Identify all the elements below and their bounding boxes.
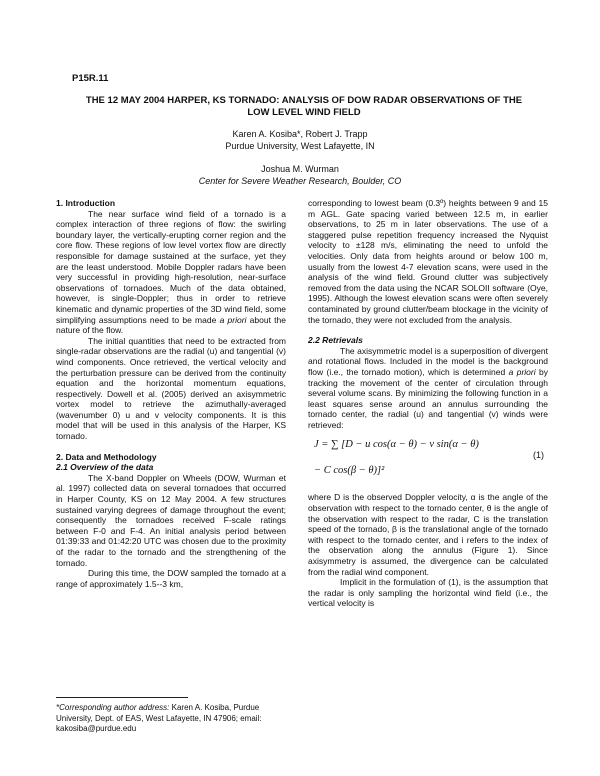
paragraph-data-2: During this time, the DOW sampled the tornado at a range of approximately 1.5--3 km, bbox=[56, 568, 286, 589]
equation-number: (1) bbox=[533, 450, 544, 461]
equation-1 bbox=[308, 430, 548, 492]
author-affiliation-2: Center for Severe Weather Research, Boulder, CO bbox=[198, 176, 402, 186]
paragraph-intro-1: The near surface wind field of a tornado is a complex interaction of three regions of flow: the swirling boundary layer, the vertically-erupting corner region and the core flow. These regions of low level vortex flow are directly responsible for damage sustained at the surface, yet they are the least understood. Mobile Doppler radars have been very successful in providing high-resolution, near-surface observations of tornadoes. Much of the data obtained, however, is single-Doppler; thus in order to retrieve kinematic and dynamic properties of the 3D wind field, some simplifying assumptions need to be made a priori about the nature of the flow. bbox=[56, 208, 286, 336]
footnote-text: Karen A. Kosiba, Purdue University, Dept. of EAS, West Lafayette, IN 47906; email: kakosiba@purdue.edu bbox=[56, 703, 262, 733]
author-names: Karen A. Kosiba*, Robert J. Trapp bbox=[232, 129, 368, 139]
paragraph-retrievals-2: where D is the observed Doppler velocity, α is the angle of the observation with respect to the tornado center, θ is the angle of the observation with respect to the radar, C is the translation speed of the tornado, β is the translational angle of the tornado with respect to the tornado center, and i refers to the index of the observation along the annulus (Figure 1). Since axisymmetry is assumed, the divergence can be calculated from the radial wind component. bbox=[308, 492, 548, 577]
right-column bbox=[308, 198, 548, 609]
subsection-heading-retrievals: 2.2 Retrievals bbox=[308, 335, 363, 346]
author-affiliation-1: Purdue University, West Lafayette, IN bbox=[225, 141, 375, 151]
footnote bbox=[56, 703, 288, 735]
footnote-divider bbox=[56, 697, 188, 698]
paragraph-intro-2: The initial quantities that need to be extracted from single-radar observations are the radial (u) and tangential (v) wind components. Once retrieved, the vertical velocity and the perturbation pressure can be derived from the continuity equation and the horizontal momentum equations, respectively. Dowell et al. (2005) derived an axisymmetric vortex model to retrieve the azimuthally-averaged (wavenumber 0) u and v velocity components. It is this model that will be used in this analysis of the Harper, KS tornado. bbox=[56, 335, 286, 442]
paper-title: THE 12 MAY 2004 HARPER, KS TORNADO: ANALYSIS OF DOW RADAR OBSERVATIONS OF THE LOW LEVEL WIND FIELD bbox=[85, 95, 523, 118]
equation-line-1: J = ∑ [D − u cos(α − θ) − v sin(α − θ) bbox=[314, 439, 479, 451]
author-name-2: Joshua M. Wurman bbox=[261, 164, 339, 174]
paragraph-retrievals-3: Implicit in the formulation of (1), is the assumption that the radar is only sampling the horizontal wind field (i.e., the vertical velocity is bbox=[308, 577, 548, 609]
paper-code: P15R.11 bbox=[72, 73, 109, 84]
section-heading-introduction: 1. Introduction bbox=[56, 198, 116, 208]
footnote-label: *Corresponding author address: bbox=[56, 703, 170, 712]
equation-line-2: − C cos(β − θ)]² bbox=[314, 465, 385, 477]
section-heading-data: 2. Data and Methodology bbox=[56, 451, 157, 462]
paragraph-retrievals-1: The axisymmetric model is a superposition of divergent and rotational flows. Included in the model is the background flow (i.e., the tornado motion), which is determined a priori by tracking the movement of the center of circulation through several volume scans. By minimizing the following function in a least squares sense around an annulus surrounding the tornado center, the radial (u) and tangential (v) winds were retrieved: bbox=[308, 345, 549, 430]
subsection-heading-overview: 2.1 Overview of the data bbox=[56, 462, 154, 473]
paragraph-data-1: The X-band Doppler on Wheels (DOW, Wurman et al. 1997) collected data on several tornadoes that occurred in Harper County, KS on 12 May 2004. A few structures sustained varying degrees of damage throughout the event; consequently the tornadoes received F-scale ratings between F-0 and F-4. An initial analysis period between 01:39:33 and 01:42:20 UTC was chosen due to the proximity of the radar to the tornado and the strengthening of the tornado. bbox=[56, 472, 286, 568]
paragraph-data-3: corresponding to lowest beam (0.3º) heights between 9 and 15 m AGL. Gate spacing varied between 12.5 m, in earlier observations, to 25 m in later observations. The use of a staggered pulse repetition frequency increased the Nyquist velocity to ±128 m/s, eliminating the need to unfold the velocities. Only data from heights around or below 100 m, usually from the lowest 4-7 elevation scans, were used in the analysis of the wind field. Ground clutter was subjectively removed from the data using the NCAR SOLOII software (Oye, 1995). Although the lowest elevation scans were often severely contaminated by ground clutter/beam blockage in the vicinity of the tornado, they were not excluded from the analysis. bbox=[308, 198, 548, 325]
left-column bbox=[56, 198, 286, 589]
author-block bbox=[100, 128, 500, 187]
